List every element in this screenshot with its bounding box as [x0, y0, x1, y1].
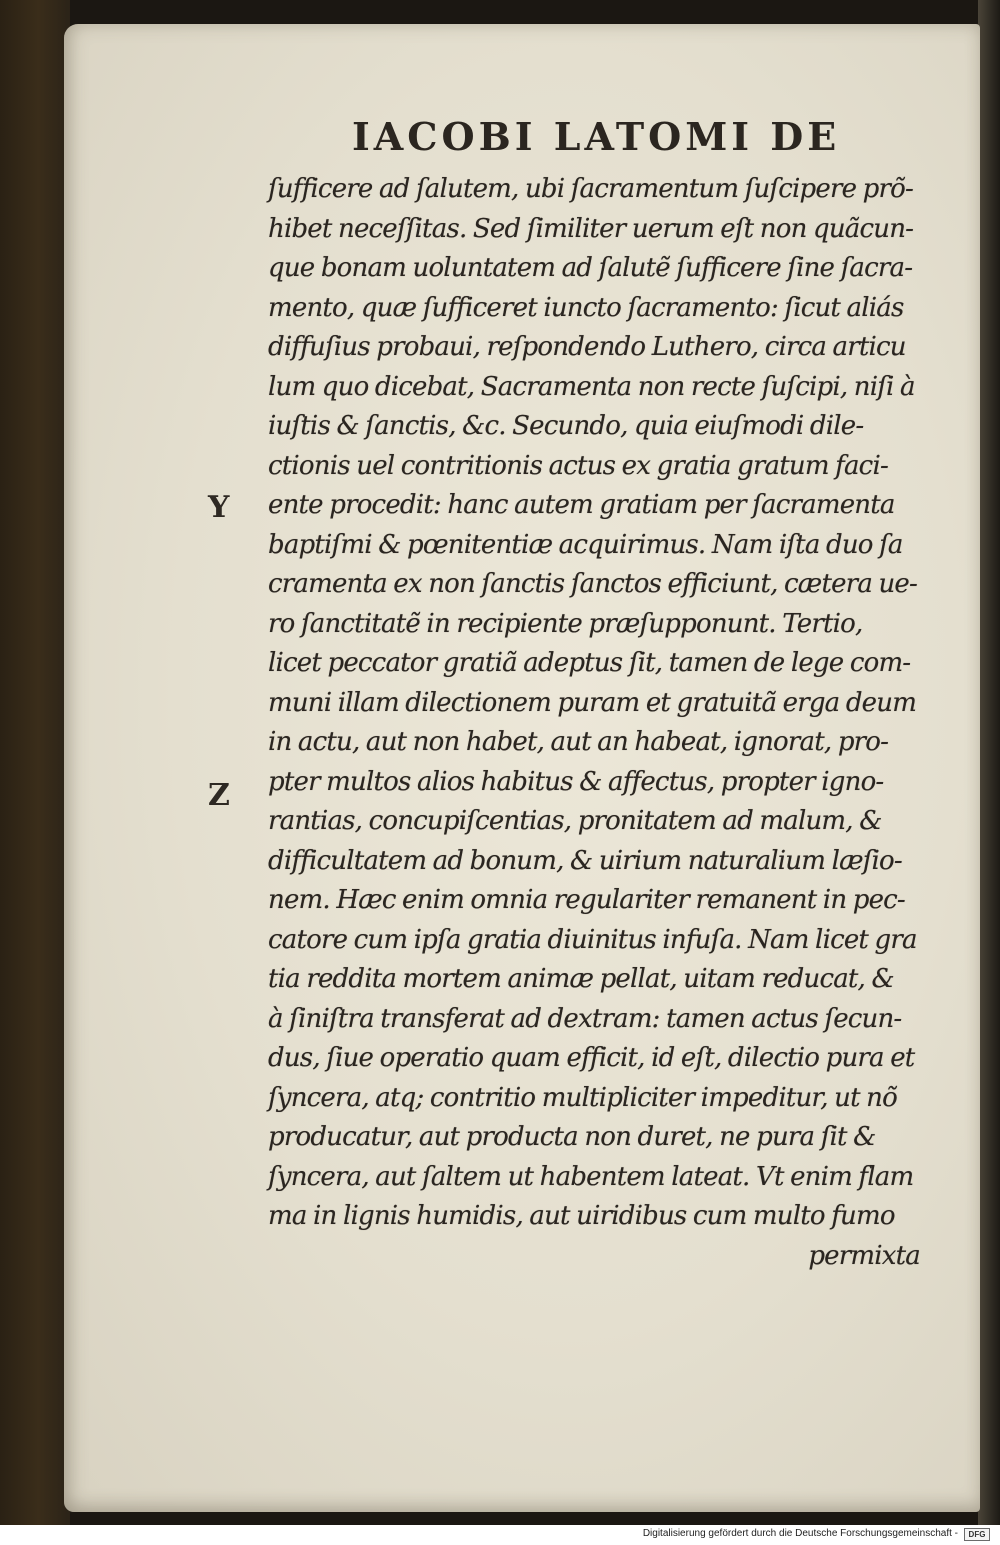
text-line: difficultatem ad bonum, & uirium naturalium læſio- — [268, 845, 902, 876]
catchword: permixta — [808, 1240, 920, 1271]
text-line: que bonam uoluntatem ad ſalutẽ ſufficere ſine ſacra- — [268, 253, 913, 283]
text-line: hibet neceſſitas. Sed ſimiliter uerum eſt non quãcun- — [268, 213, 914, 244]
book-gutter — [0, 0, 70, 1525]
text-line: ſufficere ad ſalutem, ubi ſacramentum ſuſcipere prõ- — [268, 174, 913, 204]
text-line: licet peccator gratiã adeptus ſit, tamen de lege com- — [268, 648, 911, 678]
footer-bar — [0, 1525, 1000, 1545]
text-line: muni illam dilectionem puram et gratuitã erga deum — [268, 687, 917, 718]
text-line: ſyncera, atq; contritio multipliciter impeditur, ut nõ — [268, 1082, 897, 1113]
marginal-letter-z: Z — [208, 778, 230, 813]
dfg-logo: DFG — [964, 1528, 990, 1541]
text-line: cramenta ex non ſanctis ſanctos efficiunt, cætera ue- — [268, 569, 917, 599]
text-line: in actu, aut non habet, aut an habeat, ignorat, pro- — [268, 727, 889, 757]
funding-notice: Digitalisierung gefördert durch die Deutsche Forschungsgemeinschaft - — [642, 1528, 958, 1539]
text-line: rantias, concupiſcentias, pronitatem ad malum, & — [268, 806, 882, 836]
text-line: ente procedit: hanc autem gratiam per ſacramenta — [268, 490, 895, 520]
text-line: tia reddita mortem animæ pellat, uitam reducat, & — [268, 964, 894, 994]
text-line: dus, ſiue operatio quam efficit, id eſt, dilectio pura et — [268, 1043, 915, 1073]
marginal-letter-y: Y — [208, 490, 230, 525]
running-head: IACOBI LATOMI DE — [352, 114, 841, 159]
text-line: diffuſius probaui, reſpondendo Luthero, circa articu — [268, 332, 906, 362]
text-line: catore cum ipſa gratia diuinitus infuſa. Nam licet gra — [268, 924, 917, 955]
text-line: ctionis uel contritionis actus ex gratia gratum faci- — [268, 450, 888, 481]
book-edge — [978, 0, 1000, 1525]
text-line: nem. Hæc enim omnia regulariter remanent in pec- — [268, 885, 905, 915]
text-line: mento, quæ ſufficeret iuncto ſacramento: ſicut aliás — [268, 292, 904, 323]
text-line: producatur, aut producta non duret, ne pura ſit & — [268, 1122, 876, 1152]
text-line: pter multos alios habitus & affectus, propter igno- — [268, 766, 884, 797]
text-line: lum quo dicebat, Sacramenta non recte ſuſcipi, niſi à — [268, 371, 915, 402]
text-line: ſyncera, aut ſaltem ut habentem lateat. Vt enim flam — [268, 1161, 914, 1192]
text-line: iuſtis & ſanctis, &c. Secundo, quia eiuſmodi dile- — [268, 411, 864, 441]
text-line: à ſiniſtra transferat ad dextram: tamen actus ſecun- — [268, 1003, 902, 1034]
body-text — [268, 170, 928, 1276]
text-line: ro ſanctitatẽ in recipiente præſupponunt. Tertio, — [268, 608, 863, 639]
text-line: ma in lignis humidis, aut uiridibus cum multo fumo — [268, 1201, 895, 1231]
text-line: baptiſmi & pœnitentiæ acquirimus. Nam iſta duo ſa — [268, 529, 903, 560]
